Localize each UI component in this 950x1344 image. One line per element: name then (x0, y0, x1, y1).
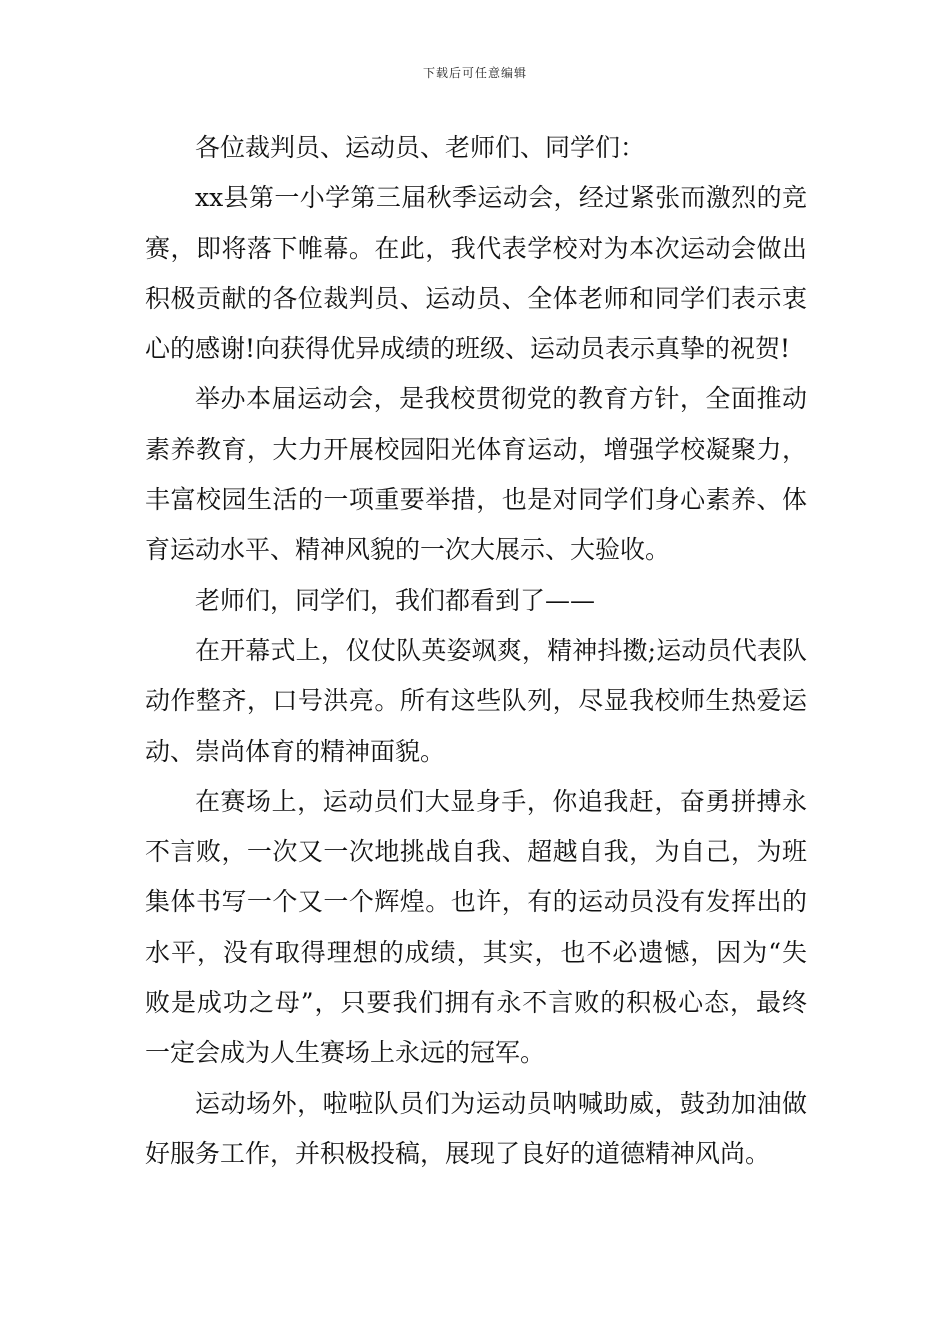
body-paragraph: 在开幕式上，仪仗队英姿飒爽，精神抖擞;运动员代表队动作整齐，口号洪亮。所有这些队列，尽显我校师生热爱运动、崇尚体育的精神面貌。 (145, 635, 807, 766)
document-body (145, 123, 807, 1179)
header-note: 下载后可任意编辑 (422, 66, 527, 80)
body-paragraph: 老师们，同学们，我们都看到了—— (195, 585, 596, 615)
greeting-paragraph: 各位裁判员、运动员、老师们、同学们： (195, 133, 646, 162)
body-paragraph: 在赛场上，运动员们大显身手，你追我赶，奋勇拼搏永不言败，一次又一次地挑战自我、超越自我，为自己，为班集体书写一个又一个辉煌。也许，有的运动员没有发挥出的水平，没有取得理想的成绩，其实，也不必遗憾，因为“失败是成功之母”，只要我们拥有永不言败的积极心态，最终一定会成为人生赛场上永远的冠军。 (145, 786, 807, 1068)
body-paragraph: xx县第一小学第三届秋季运动会，经过紧张而激烈的竞赛，即将落下帷幕。在此，我代表学校对为本次运动会做出积极贡献的各位裁判员、运动员、全体老师和同学们表示衷心的感谢!向获得优异成绩的班级、运动员表示真挚的祝贺! (145, 183, 807, 364)
body-paragraph: 运动场外，啦啦队员们为运动员呐喊助威，鼓劲加油做好服务工作，并积极投稿，展现了良好的道德精神风尚。 (145, 1088, 807, 1168)
body-paragraph: 举办本届运动会，是我校贯彻党的教育方针，全面推动素养教育，大力开展校园阳光体育运动，增强学校凝聚力，丰富校园生活的一项重要举措，也是对同学们身心素养、体育运动水平、精神风貌的一次大展示、大验收。 (145, 384, 807, 565)
